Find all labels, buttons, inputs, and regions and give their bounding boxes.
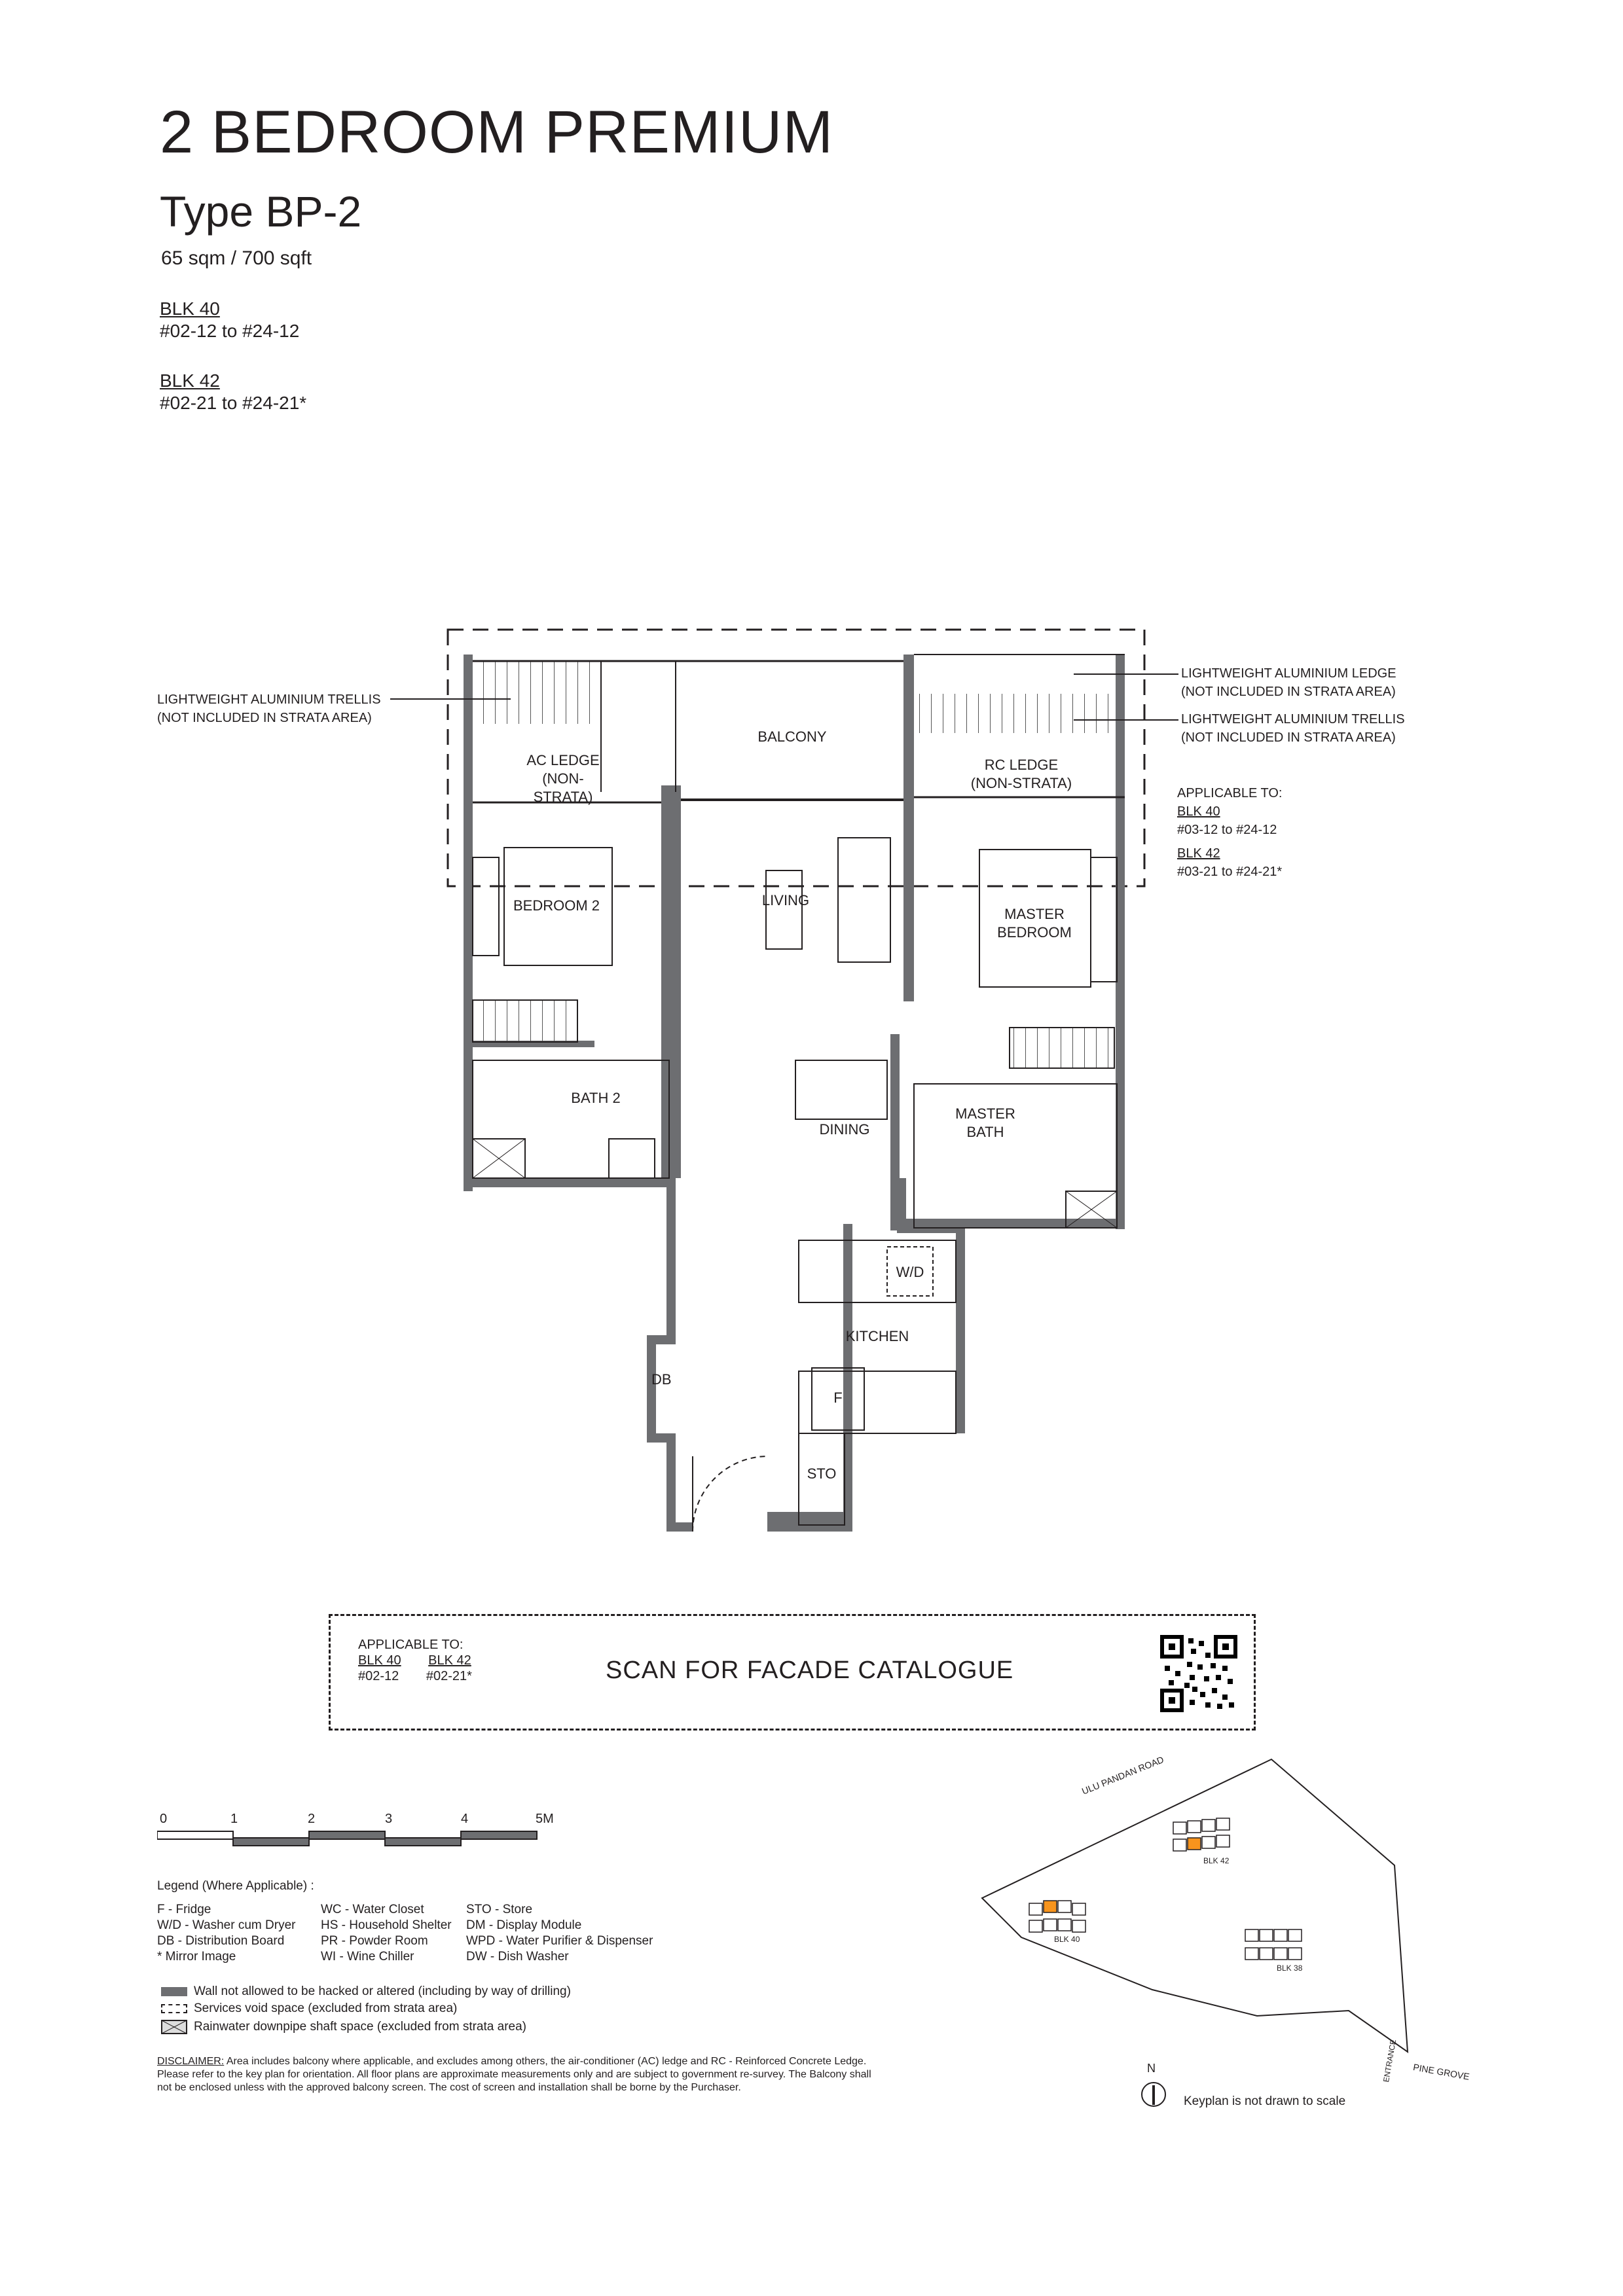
applicable-note — [1177, 784, 1282, 881]
keyplan-note: Keyplan is not drawn to scale — [1184, 2094, 1346, 2108]
plan-area: 65 sqm / 700 sqft — [161, 247, 312, 269]
scale-tick: 0 — [160, 1812, 168, 1826]
applicable-blk40: BLK 40 — [1177, 804, 1220, 819]
legend-symbol-text: Wall not allowed to be hacked or altered (including by way of drilling) — [194, 1984, 571, 1998]
legend-col3 — [466, 1902, 653, 1965]
applicable-blk40-units: #03-12 to #24-12 — [1177, 823, 1277, 837]
legend-symbol-text: Rainwater downpipe shaft space (excluded from strata area) — [194, 2020, 526, 2034]
fridge-label: F — [833, 1390, 843, 1406]
balcony-label: BALCONY — [757, 728, 827, 745]
facade-applicable-title: APPLICABLE TO: — [358, 1638, 464, 1652]
wd-label: W/D — [896, 1264, 924, 1280]
db-label: DB — [651, 1371, 672, 1388]
sto-label: STO — [807, 1465, 837, 1482]
legend-item: HS - Household Shelter — [321, 1918, 452, 1932]
scale-tick: 3 — [385, 1812, 393, 1826]
facade-blk40: BLK 40 — [358, 1653, 401, 1668]
legend-item: WI - Wine Chiller — [321, 1950, 414, 1964]
scale-tick: 5M — [536, 1812, 554, 1826]
disclaimer — [157, 2055, 884, 2094]
scale-tick: 2 — [308, 1812, 316, 1826]
disclaimer-label: DISCLAIMER: — [157, 2056, 225, 2067]
scan-facade-text: SCAN FOR FACADE CATALOGUE — [606, 1657, 1014, 1684]
legend-item: DM - Display Module — [466, 1918, 582, 1932]
facade-blk42-unit: #02-21* — [426, 1669, 472, 1683]
legend-item: W/D - Washer cum Dryer — [157, 1918, 296, 1932]
scale-tick: 4 — [461, 1812, 469, 1826]
applicable-blk42: BLK 42 — [1177, 846, 1220, 861]
rc-ledge-label: RC LEDGE (NON-STRATA) — [970, 757, 1072, 791]
plan-title: 2 BEDROOM PREMIUM — [160, 99, 834, 166]
ac-ledge-label: AC LEDGE (NON-STRATA) — [526, 752, 600, 805]
legend-col1 — [157, 1902, 295, 1965]
legend-symbol-text: Services void space (excluded from strata area) — [194, 2001, 458, 2015]
plan-type: Type BP-2 — [160, 187, 362, 236]
bath2-label: BATH 2 — [571, 1090, 621, 1106]
keyplan-blk40: BLK 40 — [1054, 1935, 1080, 1944]
legend-title: Legend (Where Applicable) : — [157, 1879, 314, 1893]
right-ledge-note: LIGHTWEIGHT ALUMINIUM LEDGE (NOT INCLUDED IN STRATA AREA) — [1181, 666, 1396, 699]
dining-label: DINING — [819, 1121, 870, 1138]
facade-blk40-unit: #02-12 — [358, 1669, 399, 1683]
block-name: BLK 40 — [160, 298, 220, 319]
applicable-title: APPLICABLE TO: — [1177, 786, 1283, 800]
legend-item: DW - Dish Washer — [466, 1950, 569, 1964]
left-trellis-note: LIGHTWEIGHT ALUMINIUM TRELLIS (NOT INCLUDED IN STRATA AREA) — [157, 692, 381, 725]
qr-code-icon[interactable] — [1159, 1634, 1238, 1713]
legend-item: DB - Distribution Board — [157, 1934, 285, 1948]
legend-item: WC - Water Closet — [321, 1903, 424, 1916]
block-name: BLK 42 — [160, 370, 220, 391]
scale-ticks — [160, 1812, 553, 1827]
master-bath-label: MASTER BATH — [955, 1105, 1015, 1140]
keyplan-map — [969, 1741, 1493, 2134]
keyplan-road-ulu: ULU PANDAN ROAD — [1080, 1753, 1165, 1797]
facade-catalogue-box — [329, 1614, 1256, 1731]
block-units: #02-12 to #24-12 — [160, 321, 300, 341]
legend-item: STO - Store — [466, 1903, 533, 1916]
right-trellis-note: LIGHTWEIGHT ALUMINIUM TRELLIS (NOT INCLUDED IN STRATA AREA) — [1181, 712, 1405, 745]
facade-applicable — [358, 1637, 472, 1684]
keyplan-entrance: ENTRANCE — [1381, 2038, 1398, 2083]
keyplan-road-pine: PINE GROVE — [1412, 2062, 1470, 2082]
scale-bar — [157, 1830, 550, 1850]
facade-blk42: BLK 42 — [428, 1653, 471, 1668]
legend-item: F - Fridge — [157, 1903, 211, 1916]
disclaimer-text: Area includes balcony where applicable, and excludes among others, the air-conditioner (AC) ledge and RC - Reinforced Concrete Ledge. Please refer to the key plan for orientation. All floor plans are approximate measurements only and are subject to government re-survey. The Balcony shall not be enclosed unless with the approved balcony screen. The cost of screen and installation shall be borne by the Purchaser. — [157, 2056, 871, 2093]
legend-item: PR - Powder Room — [321, 1934, 428, 1948]
downpipe-swatch-icon — [161, 2020, 187, 2034]
north-label: N — [1147, 2062, 1156, 2075]
applicable-blk42-units: #03-21 to #24-21* — [1177, 865, 1283, 879]
living-label: LIVING — [761, 892, 810, 908]
scale-tick: 1 — [230, 1812, 238, 1826]
wall-swatch-icon — [161, 1987, 187, 1996]
legend-item: * Mirror Image — [157, 1950, 236, 1964]
block-units: #02-21 to #24-21* — [160, 393, 307, 413]
legend-col2 — [321, 1902, 452, 1965]
bedroom2-label: BEDROOM 2 — [513, 897, 600, 914]
void-swatch-icon — [161, 2004, 187, 2013]
keyplan-blk38: BLK 38 — [1277, 1964, 1303, 1973]
master-bedroom-label: MASTER BEDROOM — [997, 906, 1072, 941]
kitchen-label: KITCHEN — [845, 1328, 909, 1344]
keyplan-blk42: BLK 42 — [1203, 1856, 1230, 1865]
legend-symbols — [161, 1983, 571, 2037]
legend-item: WPD - Water Purifier & Dispenser — [466, 1934, 653, 1948]
